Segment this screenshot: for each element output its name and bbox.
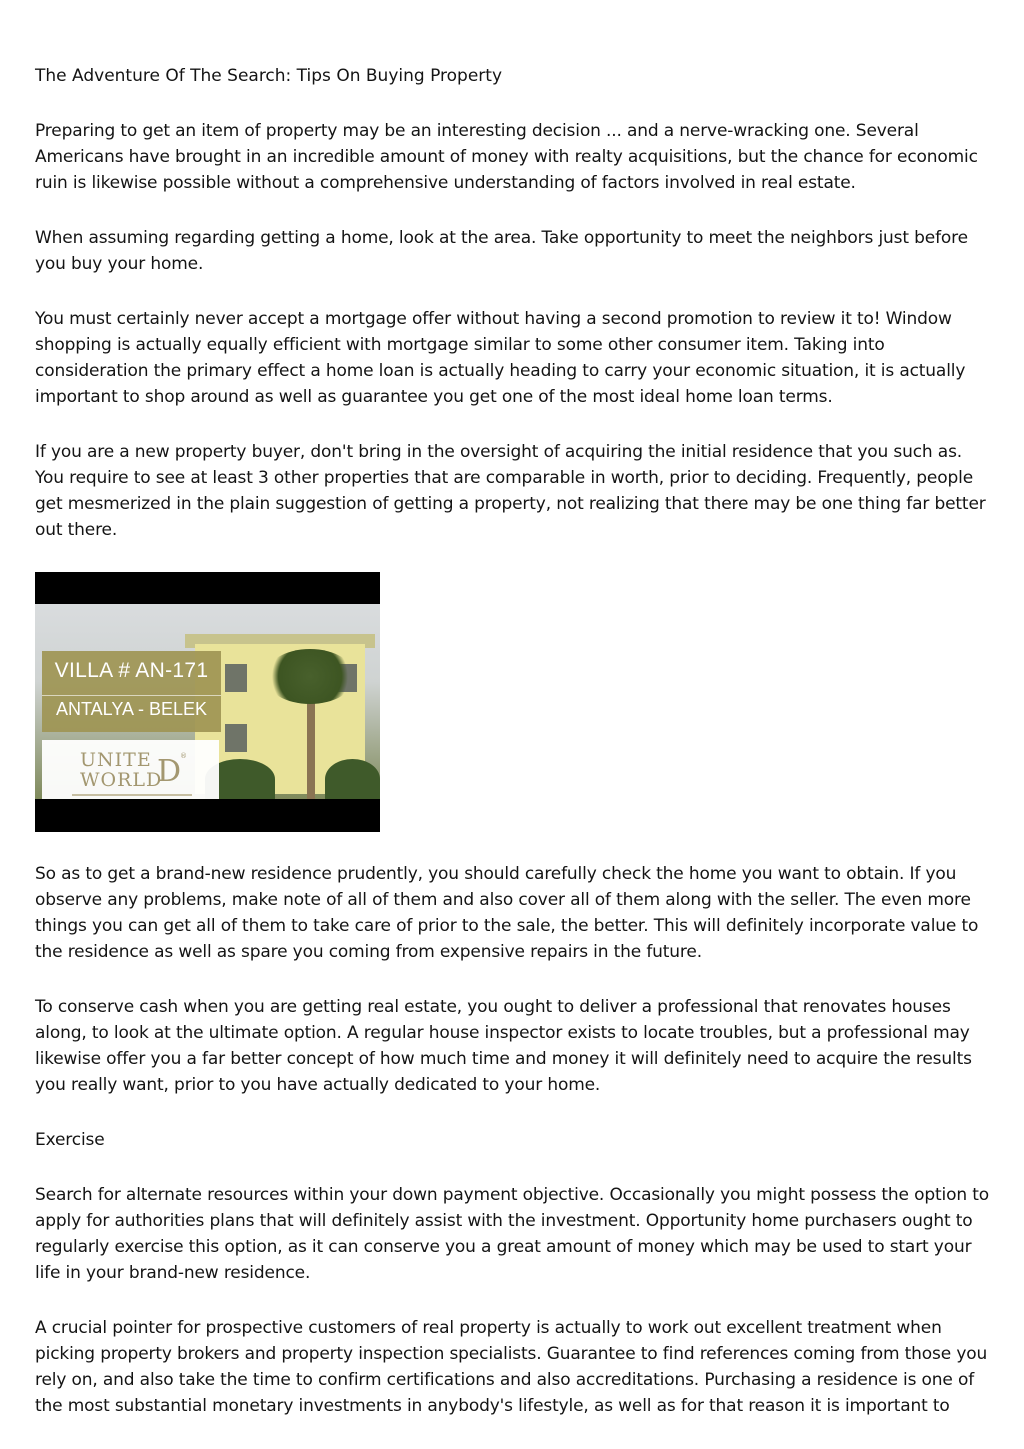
united-world-logo — [42, 740, 219, 799]
house-window — [225, 724, 247, 752]
paragraph-7: Search for alternate resources within your down payment objective. Occasionally you might possess the option to apply for authorities plans that will definitely assist with the investment. Opportunity home purchasers ought to regularly exercise this option, as it can conserve you a great amount of money which may be used to start your life in your brand-new residence. — [35, 1185, 989, 1283]
villa-id-label: VILLA # AN-171 — [54, 659, 209, 682]
document-page — [35, 63, 995, 1448]
logo-line2: WORLD — [80, 769, 163, 791]
palm-tree-leaves — [265, 649, 355, 704]
video-thumbnail[interactable] — [35, 572, 380, 832]
logo-line1: UNITE — [80, 749, 152, 771]
villa-photo — [35, 604, 380, 799]
garden-bush — [325, 759, 380, 799]
paragraph-3: You must certainly never accept a mortgage offer without having a second promotion to review it to! Window shopping is actually equally efficient with mortgage similar to some other consumer item. Taking into consideration the primary effect a home loan is actually heading to carry your economic situation, it is actually important to shop around as well as guarantee you get one of the most ideal home loan terms. — [35, 309, 966, 407]
paragraph-2: When assuming regarding getting a home, look at the area. Take opportunity to meet the neighbors just before you buy your home. — [35, 228, 968, 274]
villa-label-box — [42, 651, 221, 732]
logo-tagline-line — [72, 794, 192, 796]
paragraph-1: Preparing to get an item of property may be an interesting decision ... and a nerve-wracking one. Several Americans have brought in an incredible amount of money with realty acquisitions, but the chance for economic ruin is likewise possible without a comprehensive understanding of factors involved in real estate. — [35, 121, 978, 193]
document-title: The Adventure Of The Search: Tips On Buying Property — [35, 66, 503, 86]
villa-location-label: ANTALYA - BELEK — [55, 699, 208, 719]
paragraph-5: So as to get a brand-new residence prudently, you should carefully check the home you want to obtain. If you observe any problems, make note of all of them and also cover all of them along with the seller. The even more things you can get all of them to take care of prior to the sale, the better. This will definitely incorporate value to the residence as well as spare you coming from expensive repairs in the future. — [35, 864, 979, 962]
house-window — [225, 664, 247, 692]
paragraph-4: If you are a new property buyer, don't bring in the oversight of acquiring the initial residence that you such as. You require to see at least 3 other properties that are comparable in worth, prior to deciding. Frequently, people get mesmerized in the plain suggestion of getting a property, not realizing that there may be one thing far better out there. — [35, 442, 986, 540]
logo-registered-mark: ® — [180, 752, 187, 760]
paragraph-6: To conserve cash when you are getting real estate, you ought to deliver a professional that renovates houses along, to look at the ultimate option. A regular house inspector exists to locate troubles, but a professional may likewise offer you a far better concept of how much time and money it will definitely need to acquire the results you really want, prior to you have actually dedicated to your home. — [35, 997, 972, 1095]
logo-letter: D — [157, 754, 182, 789]
label-divider — [42, 695, 221, 696]
section-heading-exercise: Exercise — [35, 1130, 105, 1150]
paragraph-8: A crucial pointer for prospective customers of real property is actually to work out excellent treatment when picking property brokers and property inspection specialists. Guarantee to find references coming from those you rely on, and also take the time to confirm certifications and also accreditations. Purchasing a residence is one of the most substantial monetary investments in anybody's lifestyle, as well as for that reason it is important to — [35, 1318, 988, 1416]
logo-wordmark — [80, 750, 162, 790]
